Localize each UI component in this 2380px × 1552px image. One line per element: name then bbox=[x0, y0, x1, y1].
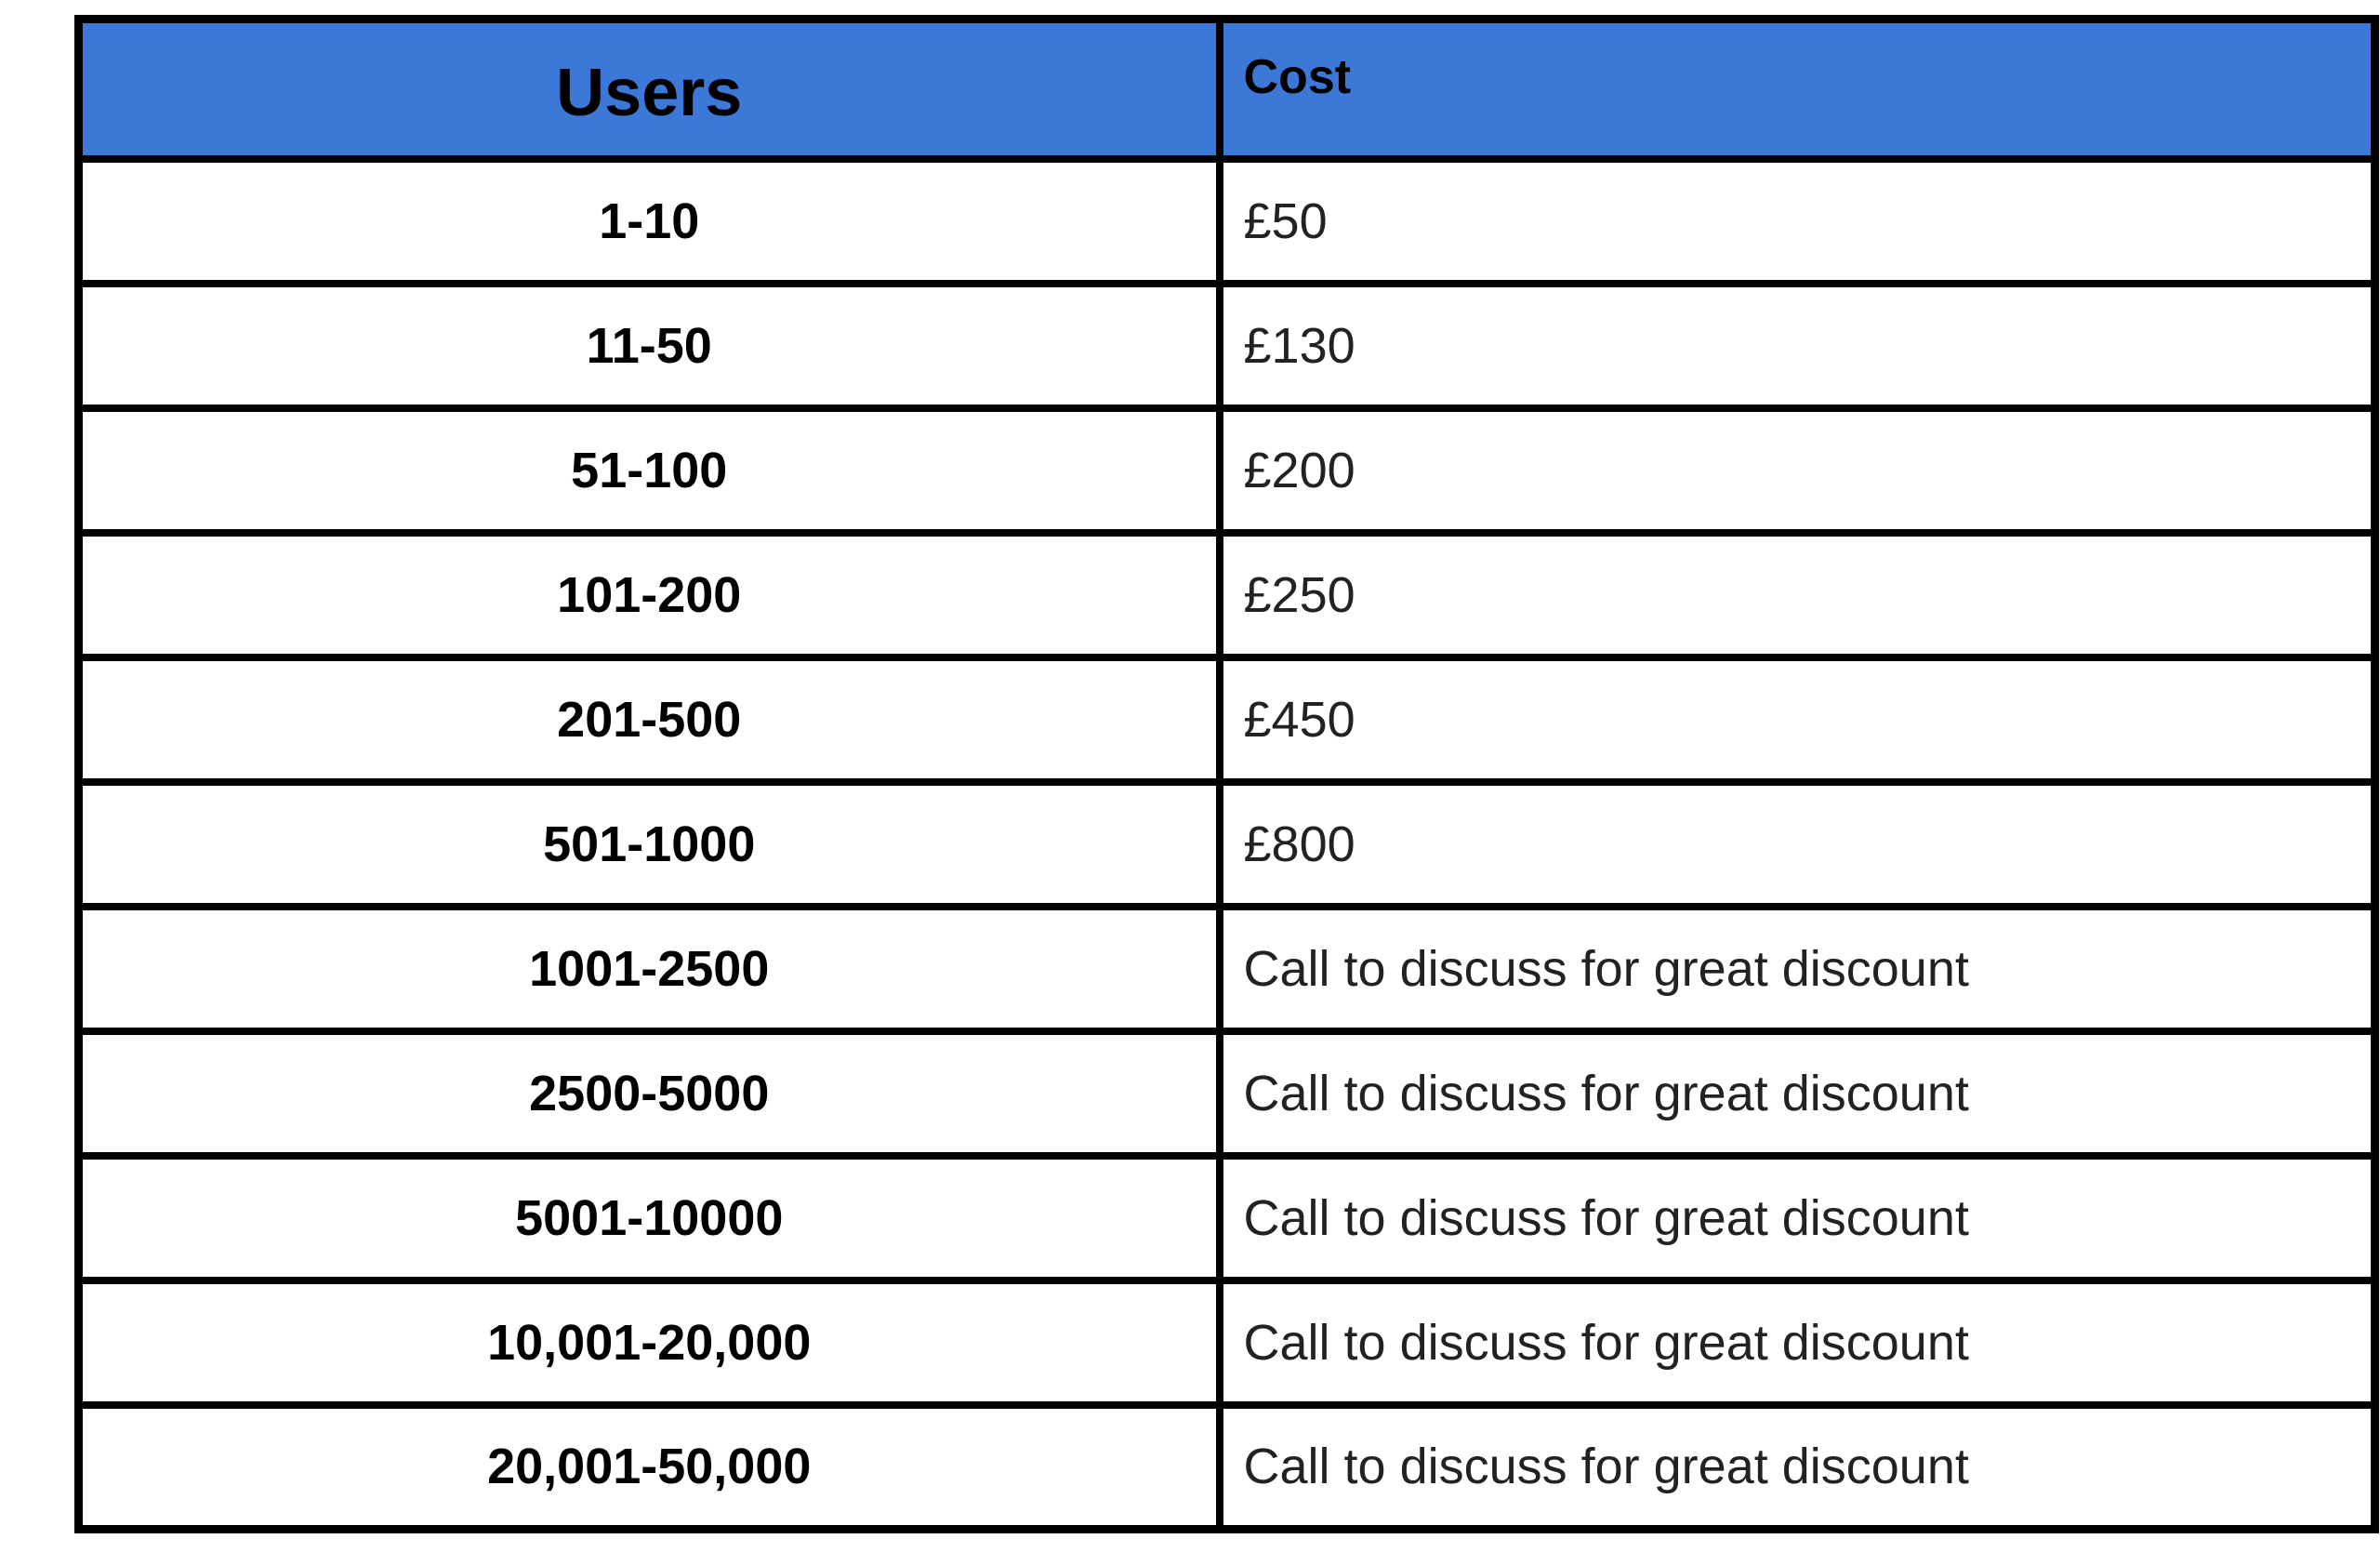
table-row bbox=[79, 657, 2375, 782]
pricing-table bbox=[74, 15, 2379, 1533]
table-row bbox=[79, 782, 2375, 907]
cost-cell: Call to discuss for great discount bbox=[1220, 1031, 2375, 1156]
users-cell: 11-50 bbox=[79, 284, 1220, 408]
table-row bbox=[79, 1405, 2375, 1530]
cost-cell: Call to discuss for great discount bbox=[1220, 1405, 2375, 1530]
users-cell: 10,001-20,000 bbox=[79, 1280, 1220, 1405]
table-row bbox=[79, 284, 2375, 408]
cost-cell: £250 bbox=[1220, 533, 2375, 657]
table-row bbox=[79, 533, 2375, 657]
table-row bbox=[79, 1031, 2375, 1156]
table-row bbox=[79, 907, 2375, 1031]
users-cell: 2500-5000 bbox=[79, 1031, 1220, 1156]
users-cell: 1001-2500 bbox=[79, 907, 1220, 1031]
users-cell: 1-10 bbox=[79, 159, 1220, 284]
users-cell: 501-1000 bbox=[79, 782, 1220, 907]
table-row bbox=[79, 1156, 2375, 1280]
users-cell: 101-200 bbox=[79, 533, 1220, 657]
table-body bbox=[79, 159, 2375, 1530]
cost-cell: £130 bbox=[1220, 284, 2375, 408]
users-column-header: Users bbox=[79, 20, 1220, 159]
cost-cell: £450 bbox=[1220, 657, 2375, 782]
table-row bbox=[79, 159, 2375, 284]
cost-cell: £200 bbox=[1220, 408, 2375, 533]
cost-cell: £50 bbox=[1220, 159, 2375, 284]
users-cell: 20,001-50,000 bbox=[79, 1405, 1220, 1530]
table-row bbox=[79, 1280, 2375, 1405]
cost-cell: Call to discuss for great discount bbox=[1220, 1280, 2375, 1405]
cost-cell: Call to discuss for great discount bbox=[1220, 1156, 2375, 1280]
users-cell: 51-100 bbox=[79, 408, 1220, 533]
table-row bbox=[79, 408, 2375, 533]
users-cell: 5001-10000 bbox=[79, 1156, 1220, 1280]
header-row bbox=[79, 20, 2375, 159]
users-cell: 201-500 bbox=[79, 657, 1220, 782]
cost-cell: £800 bbox=[1220, 782, 2375, 907]
cost-column-header: Cost bbox=[1220, 20, 2375, 159]
cost-cell: Call to discuss for great discount bbox=[1220, 907, 2375, 1031]
table-header bbox=[79, 20, 2375, 159]
